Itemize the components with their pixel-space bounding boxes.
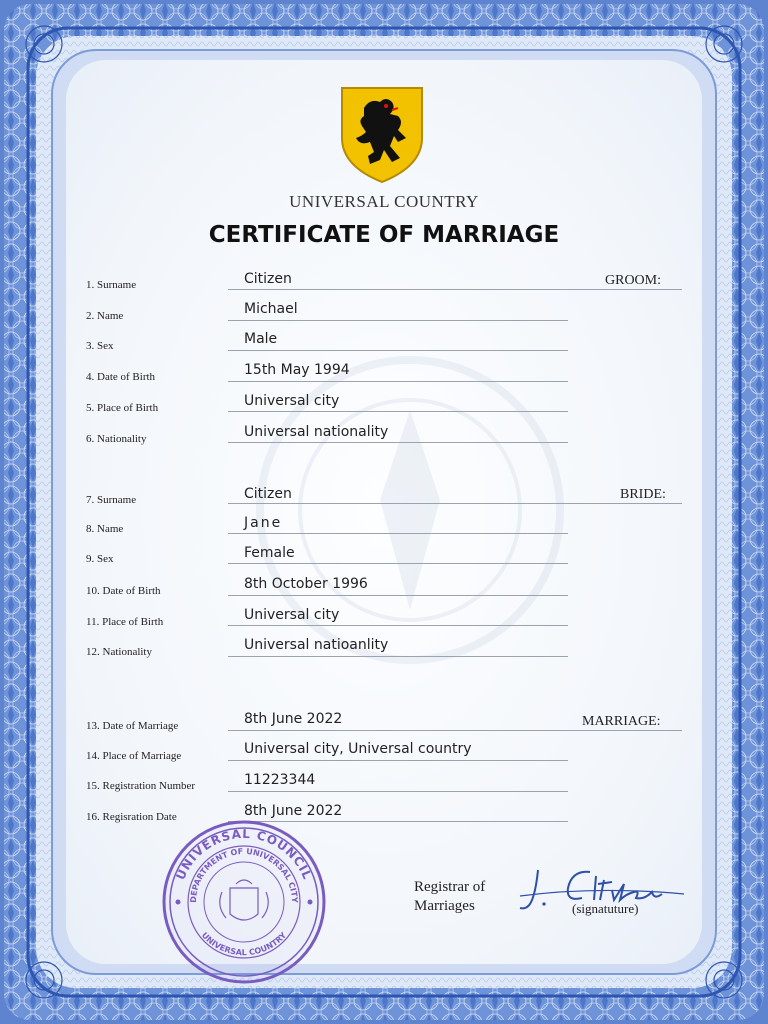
field-underline — [228, 350, 568, 351]
official-seal-icon — [160, 818, 328, 986]
certificate-title: CERTIFICATE OF MARRIAGE — [208, 222, 560, 248]
bride-dob-value: 8th October 1996 — [244, 576, 368, 592]
field-underline — [228, 533, 568, 534]
signature-caption: (signatuture) — [572, 901, 639, 916]
field-underline — [228, 656, 568, 657]
groom-nationality-value: Universal nationality — [244, 424, 389, 440]
field-label: 12. Nationality — [86, 646, 152, 658]
issuing-country: UNIVERSAL COUNTRY — [289, 192, 479, 211]
field-label: 13. Date of Marriage — [86, 720, 179, 732]
registration-number-value: 11223344 — [244, 772, 316, 788]
field-label: 10. Date of Birth — [86, 585, 161, 597]
field-label: 1. Surname — [86, 279, 137, 291]
groom-pob-value: Universal city — [244, 393, 340, 409]
field-label: 6. Nationality — [86, 433, 147, 445]
marriage-date-value: 8th June 2022 — [244, 711, 343, 727]
field-label: 5. Place of Birth — [86, 402, 159, 414]
registrar-label: Registrar of Marriages — [414, 879, 486, 914]
field-label: 15. Registration Number — [86, 780, 196, 792]
marriage-section-label: MARRIAGE: — [582, 714, 661, 729]
marriage-header-line — [228, 730, 682, 731]
groom-section-label: GROOM: — [605, 273, 662, 288]
field-underline — [228, 320, 568, 321]
bride-name-value: Jane — [244, 515, 283, 531]
field-label: 11. Place of Birth — [86, 616, 164, 628]
field-underline — [228, 760, 568, 761]
marriage-place-value: Universal city, Universal country — [244, 741, 472, 757]
field-underline — [228, 595, 568, 596]
registration-date-value: 8th June 2022 — [244, 803, 343, 819]
groom-surname-value: Citizen — [244, 271, 292, 287]
field-label: 4. Date of Birth — [86, 371, 156, 383]
seal-bottom-text: UNIVERSAL COUNTRY — [199, 930, 289, 958]
field-label: 16. Regisration Date — [86, 811, 177, 823]
field-label: 2. Name — [86, 310, 124, 322]
lion-rampant-crest-icon — [340, 86, 424, 184]
watermark-emblem — [250, 330, 570, 690]
groom-sex-value: Male — [244, 331, 278, 347]
seal-inner-text: DEPARTMENT OF UNIVERSAL CITY — [188, 846, 300, 904]
bride-surname-value: Citizen — [244, 486, 292, 502]
field-label: 7. Surname — [86, 494, 137, 506]
field-underline — [228, 791, 568, 792]
bride-nationality-value: Universal natioanlity — [244, 637, 389, 653]
field-label: 8. Name — [86, 523, 124, 535]
bride-section-label: BRIDE: — [620, 487, 666, 502]
field-underline — [228, 625, 568, 626]
field-underline — [228, 381, 568, 382]
groom-header-line — [228, 289, 682, 290]
field-label: 9. Sex — [86, 553, 114, 565]
field-underline — [228, 442, 568, 443]
bride-pob-value: Universal city — [244, 607, 340, 623]
field-underline — [228, 563, 568, 564]
groom-dob-value: 15th May 1994 — [244, 362, 350, 378]
bride-header-line — [228, 503, 682, 504]
seal-top-text: UNIVERSAL COUNCIL — [173, 826, 315, 882]
groom-name-value: Michael — [244, 301, 298, 317]
field-label: 3. Sex — [86, 340, 114, 352]
field-underline — [228, 411, 568, 412]
bride-sex-value: Female — [244, 545, 295, 561]
field-label: 14. Place of Marriage — [86, 750, 182, 762]
